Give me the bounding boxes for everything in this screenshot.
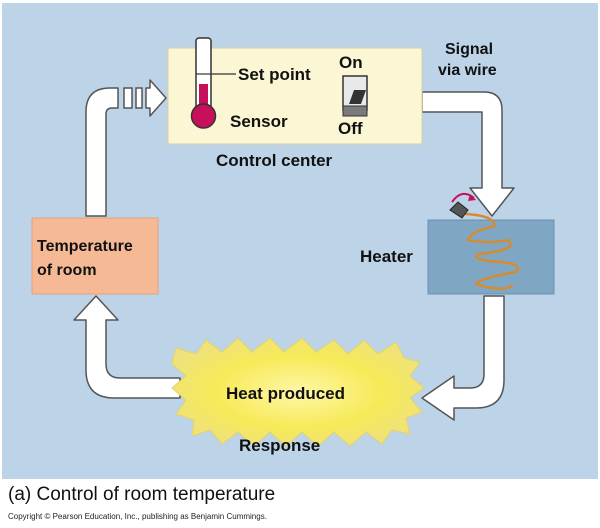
switch-base [343, 106, 367, 116]
arrow-dash-1 [124, 88, 132, 108]
signal-label-line1: Signal [445, 41, 494, 58]
switch-on-label: On [339, 53, 363, 72]
figure-caption: (a) Control of room temperature [8, 484, 276, 505]
control-center-label: Control center [216, 151, 333, 170]
heater-label: Heater [360, 247, 413, 266]
thermometer-bulb [192, 104, 216, 128]
set-point-label: Set point [238, 65, 311, 84]
temperature-label-line1: Temperature [37, 238, 133, 255]
temperature-label-line2: of room [37, 262, 97, 279]
heat-produced-label: Heat produced [226, 384, 346, 403]
signal-label-line2: via wire [438, 62, 497, 79]
sensor-label: Sensor [230, 112, 288, 131]
temperature-box [32, 218, 158, 294]
heater-box [428, 220, 554, 294]
response-label: Response [239, 436, 321, 455]
arrow-dash-2 [136, 88, 142, 108]
switch-off-label: Off [338, 119, 363, 138]
copyright-notice: Copyright © Pearson Education, Inc., publishing as Benjamin Cummings. [8, 512, 267, 521]
